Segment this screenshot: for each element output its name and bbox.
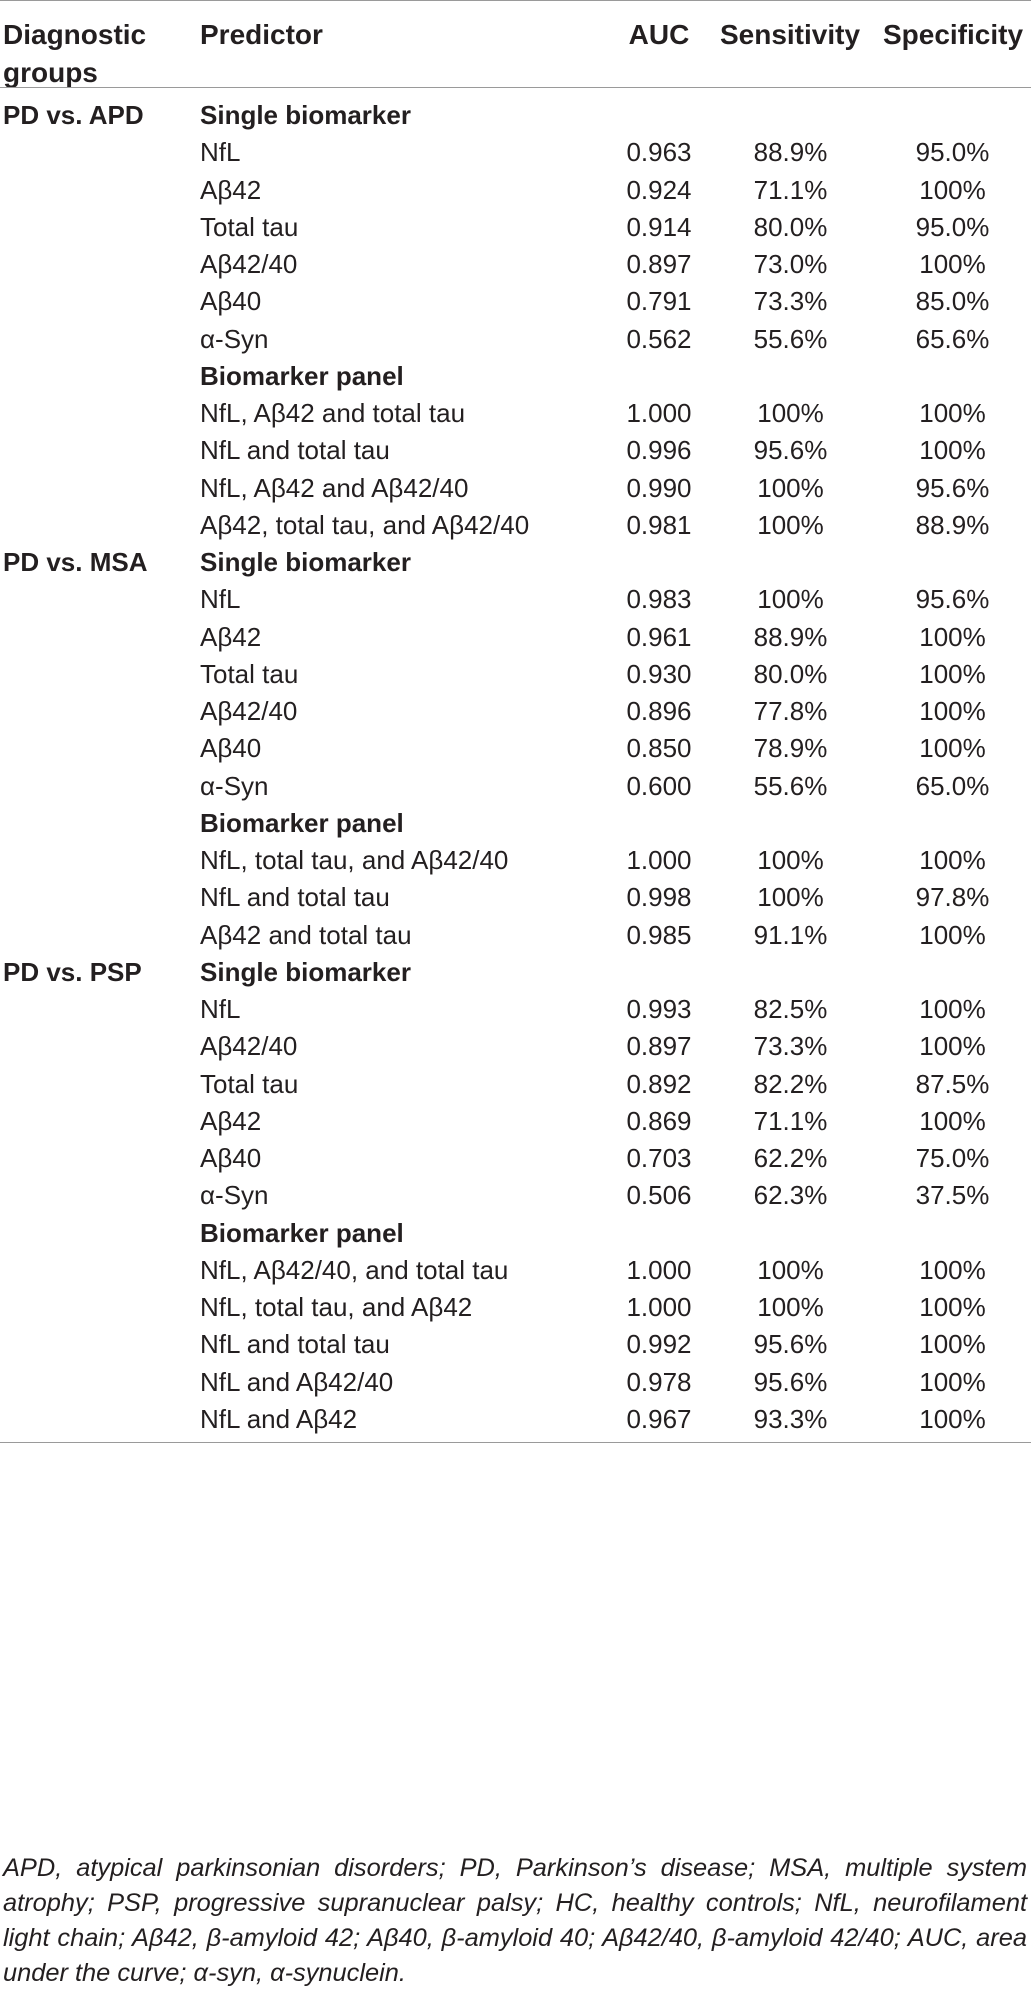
sensitivity-cell: 100% bbox=[757, 1292, 824, 1322]
header-specificity: Specificity bbox=[882, 19, 1024, 50]
auc-cell: 0.983 bbox=[626, 584, 692, 615]
predictor-cell: NfL, total tau, and Aβ42 bbox=[200, 1292, 473, 1322]
sensitivity-cell: 100% bbox=[757, 845, 824, 875]
sensitivity-cell: 88.9% bbox=[753, 137, 828, 168]
auc-cell: 0.963 bbox=[626, 137, 692, 168]
sensitivity-cell: 62.2% bbox=[753, 1143, 828, 1173]
specificity-cell: 65.0% bbox=[915, 770, 990, 801]
header-predictor: Predictor bbox=[200, 19, 323, 50]
specificity-cell: 100% bbox=[919, 733, 986, 764]
auc-cell: 1.000 bbox=[626, 1254, 692, 1285]
predictor-cell: NfL and total tau bbox=[200, 882, 390, 913]
predictor-cell: Aβ42/40 bbox=[200, 1031, 298, 1062]
sensitivity-cell: 93.3% bbox=[753, 1403, 828, 1434]
auc-cell: 0.914 bbox=[626, 211, 692, 242]
predictor-cell: NfL, Aβ42 and Aβ42/40 bbox=[200, 472, 469, 503]
specificity-cell: 95.0% bbox=[915, 211, 990, 242]
predictor-cell: Total tau bbox=[200, 1068, 299, 1099]
sensitivity-cell: 100% bbox=[757, 1254, 824, 1285]
predictor-cell: Aβ42 bbox=[200, 1105, 262, 1136]
sensitivity-cell: 71.1% bbox=[753, 1105, 828, 1136]
predictor-cell: Aβ40 bbox=[200, 1143, 262, 1173]
predictor-cell: NfL bbox=[200, 137, 241, 168]
predictor-cell: Aβ42, total tau, and Aβ42/40 bbox=[200, 509, 530, 540]
auc-cell: 0.978 bbox=[626, 1366, 692, 1397]
predictor-cell: NfL bbox=[200, 584, 241, 615]
predictor-cell: Aβ40 bbox=[200, 733, 262, 764]
specificity-cell: 100% bbox=[919, 1366, 986, 1397]
diagnostic-group-label: PD vs. MSA bbox=[3, 547, 148, 577]
predictor-cell: α-Syn bbox=[200, 323, 269, 354]
sensitivity-cell: 73.3% bbox=[753, 286, 828, 317]
sensitivity-cell: 88.9% bbox=[753, 621, 828, 652]
auc-cell: 0.967 bbox=[626, 1403, 692, 1434]
specificity-cell: 95.6% bbox=[915, 584, 990, 615]
auc-cell: 0.930 bbox=[626, 658, 692, 689]
specificity-cell: 100% bbox=[919, 1329, 986, 1360]
block-title: Single biomarker bbox=[200, 547, 411, 577]
specificity-cell: 95.6% bbox=[915, 472, 990, 503]
predictor-cell: NfL, total tau, and Aβ42/40 bbox=[200, 845, 509, 875]
diagnostic-group-label: PD vs. APD bbox=[3, 100, 144, 130]
predictor-cell: NfL and Aβ42 bbox=[200, 1403, 358, 1434]
sensitivity-cell: 82.5% bbox=[753, 994, 828, 1024]
header-sensitivity: Sensitivity bbox=[719, 19, 861, 50]
specificity-cell: 95.0% bbox=[915, 137, 990, 168]
table-bottom-rule bbox=[0, 1442, 1031, 1443]
predictor-cell: Aβ42/40 bbox=[200, 249, 298, 279]
auc-cell: 0.896 bbox=[626, 696, 692, 726]
header-bottom-rule bbox=[0, 87, 1031, 88]
auc-cell: 0.998 bbox=[626, 882, 692, 913]
header-diagnostic-groups: Diagnostic groups bbox=[3, 19, 147, 88]
specificity-cell: 100% bbox=[919, 658, 986, 689]
specificity-cell: 88.9% bbox=[915, 509, 990, 540]
sensitivity-cell: 80.0% bbox=[753, 211, 828, 242]
predictor-cell: α-Syn bbox=[200, 1180, 269, 1211]
sensitivity-cell: 71.1% bbox=[753, 174, 828, 205]
sensitivity-cell: 100% bbox=[757, 398, 824, 428]
auc-cell: 0.990 bbox=[626, 472, 692, 503]
specificity-cell: 100% bbox=[919, 1403, 986, 1434]
auc-cell: 1.000 bbox=[626, 845, 692, 875]
specificity-cell: 100% bbox=[919, 696, 986, 726]
sensitivity-cell: 78.9% bbox=[753, 733, 828, 764]
sensitivity-cell: 95.6% bbox=[753, 1329, 828, 1360]
auc-cell: 0.924 bbox=[626, 174, 692, 205]
auc-cell: 0.985 bbox=[626, 919, 692, 950]
diagnostic-group-label: PD vs. PSP bbox=[3, 956, 142, 987]
header-auc: AUC bbox=[628, 19, 690, 50]
sensitivity-cell: 95.6% bbox=[753, 435, 828, 466]
auc-cell: 0.869 bbox=[626, 1105, 692, 1136]
sensitivity-cell: 82.2% bbox=[753, 1068, 828, 1099]
specificity-cell: 100% bbox=[919, 174, 986, 205]
specificity-cell: 87.5% bbox=[915, 1068, 990, 1099]
sensitivity-cell: 55.6% bbox=[753, 770, 828, 801]
specificity-cell: 65.6% bbox=[915, 323, 990, 354]
block-title: Single biomarker bbox=[200, 100, 411, 130]
predictor-cell: NfL, Aβ42/40, and total tau bbox=[200, 1254, 509, 1285]
predictor-cell: NfL, Aβ42 and total tau bbox=[200, 398, 466, 428]
sensitivity-cell: 73.3% bbox=[753, 1031, 828, 1062]
auc-cell: 0.961 bbox=[626, 621, 692, 652]
sensitivity-cell: 80.0% bbox=[753, 658, 828, 689]
sensitivity-cell: 100% bbox=[757, 584, 824, 615]
table-top-rule bbox=[0, 0, 1031, 1]
predictor-cell: Total tau bbox=[200, 658, 299, 689]
auc-cell: 0.996 bbox=[626, 435, 692, 466]
predictor-cell: α-Syn bbox=[200, 770, 269, 801]
auc-cell: 1.000 bbox=[626, 398, 692, 428]
predictor-cell: NfL and Aβ42/40 bbox=[200, 1366, 394, 1397]
auc-cell: 0.993 bbox=[626, 994, 692, 1024]
specificity-cell: 100% bbox=[919, 249, 986, 279]
predictor-cell: Aβ42 bbox=[200, 174, 262, 205]
auc-cell: 1.000 bbox=[626, 1292, 692, 1322]
specificity-cell: 37.5% bbox=[915, 1180, 990, 1211]
specificity-cell: 100% bbox=[919, 621, 986, 652]
sensitivity-cell: 91.1% bbox=[753, 919, 828, 950]
auc-cell: 0.562 bbox=[626, 323, 692, 354]
specificity-cell: 100% bbox=[919, 994, 986, 1024]
specificity-cell: 100% bbox=[919, 1254, 986, 1285]
predictor-cell: NfL and total tau bbox=[200, 1329, 390, 1360]
specificity-cell: 100% bbox=[919, 919, 986, 950]
table-row bbox=[0, 1396, 1031, 1443]
predictor-cell: Aβ40 bbox=[200, 286, 262, 317]
specificity-cell: 100% bbox=[919, 398, 986, 428]
specificity-cell: 100% bbox=[919, 845, 986, 875]
sensitivity-cell: 73.0% bbox=[753, 249, 828, 279]
table-footnote: APD, atypical parkinsonian disorders; PD, Parkinson’s disease; MSA, multiple system atrophy; PSP, progressive supranuclear palsy; HC, healthy controls; NfL, neurofilament light chain; Aβ42, β-amyloid 42; Aβ40, β-amyloid 40; Aβ42/40, β-amyloid 42/40; AUC, area under the curve; α-syn, α-synuclein. bbox=[3, 1854, 1027, 1987]
specificity-cell: 100% bbox=[919, 435, 986, 466]
predictor-cell: NfL bbox=[200, 994, 241, 1024]
specificity-cell: 100% bbox=[919, 1292, 986, 1322]
predictor-cell: NfL and total tau bbox=[200, 435, 390, 466]
predictor-cell: Aβ42 bbox=[200, 621, 262, 652]
sensitivity-cell: 95.6% bbox=[753, 1366, 828, 1397]
specificity-cell: 100% bbox=[919, 1105, 986, 1136]
auc-cell: 0.703 bbox=[626, 1143, 692, 1173]
block-title: Biomarker panel bbox=[200, 1217, 404, 1248]
predictor-cell: Aβ42 and total tau bbox=[200, 919, 412, 950]
auc-cell: 0.892 bbox=[626, 1068, 692, 1099]
auc-cell: 0.506 bbox=[626, 1180, 692, 1211]
specificity-cell: 75.0% bbox=[915, 1143, 990, 1173]
sensitivity-cell: 62.3% bbox=[753, 1180, 828, 1211]
auc-cell: 0.897 bbox=[626, 1031, 692, 1062]
block-title: Biomarker panel bbox=[200, 807, 404, 838]
sensitivity-cell: 100% bbox=[757, 472, 824, 503]
auc-cell: 0.850 bbox=[626, 733, 692, 764]
auc-cell: 0.897 bbox=[626, 249, 692, 279]
predictor-cell: Total tau bbox=[200, 211, 299, 242]
predictor-cell: Aβ42/40 bbox=[200, 696, 298, 726]
specificity-cell: 100% bbox=[919, 1031, 986, 1062]
sensitivity-cell: 100% bbox=[757, 509, 824, 540]
auc-cell: 0.600 bbox=[626, 770, 692, 801]
specificity-cell: 97.8% bbox=[915, 882, 990, 913]
block-title: Single biomarker bbox=[200, 956, 411, 987]
sensitivity-cell: 55.6% bbox=[753, 323, 828, 354]
sensitivity-cell: 100% bbox=[757, 882, 824, 913]
specificity-cell: 85.0% bbox=[915, 286, 990, 317]
sensitivity-cell: 77.8% bbox=[753, 696, 828, 726]
block-title: Biomarker panel bbox=[200, 360, 404, 391]
auc-cell: 0.992 bbox=[626, 1329, 692, 1360]
auc-cell: 0.791 bbox=[626, 286, 692, 317]
auc-cell: 0.981 bbox=[626, 509, 692, 540]
